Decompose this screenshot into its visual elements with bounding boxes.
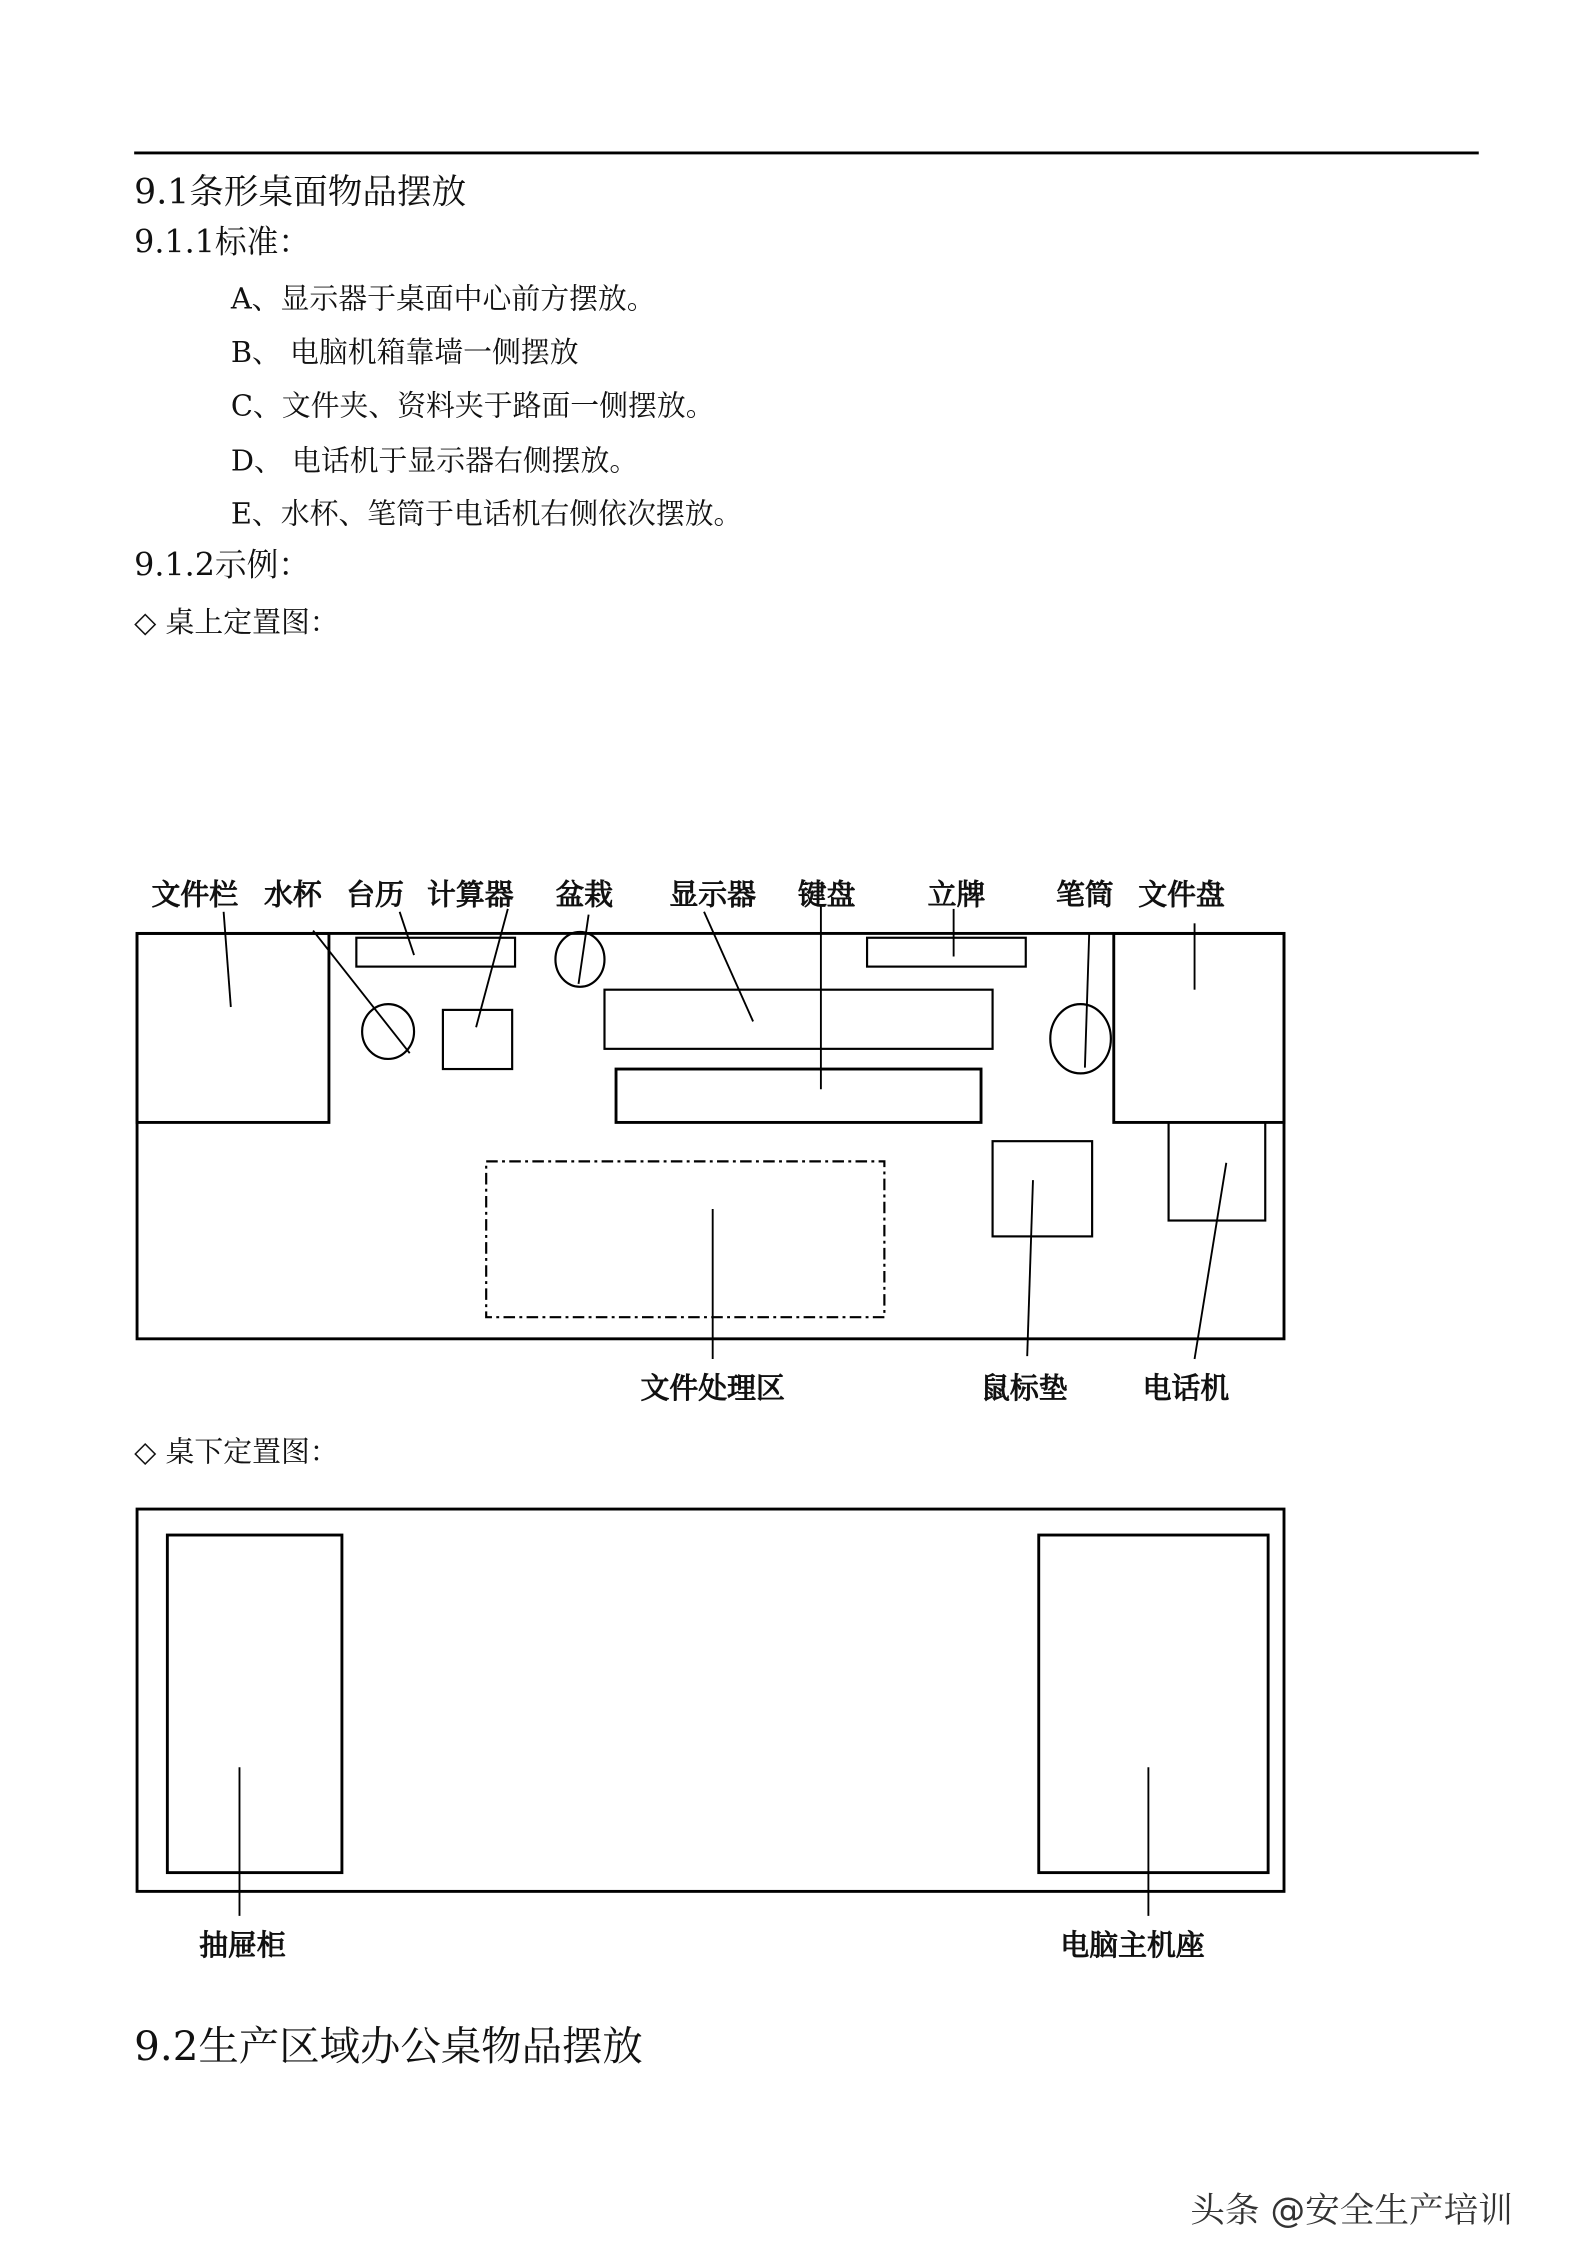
label-mouse-pad: 鼠标垫 xyxy=(981,1370,1068,1406)
bottom-diagram-title: ◇ 桌下定置图： xyxy=(134,1434,339,1469)
label-cup: 水杯 xyxy=(264,877,322,912)
label-drawer-cabinet: 抽屉柜 xyxy=(199,1927,286,1963)
keyboard-box xyxy=(616,1069,981,1122)
label-telephone: 电话机 xyxy=(1142,1370,1230,1406)
cup-circle xyxy=(362,1004,414,1059)
standard-item: E、水杯、笔筒于电话机右侧依次摆放。 xyxy=(230,496,743,531)
nameplate-box xyxy=(867,938,1026,967)
label-file-tray: 文件盘 xyxy=(1138,877,1225,912)
standard-item: C、文件夹、资料夹于路面一侧摆放。 xyxy=(230,388,715,423)
example-heading: 9.1.2示例： xyxy=(134,548,311,585)
label-pc-stand: 电脑主机座 xyxy=(1060,1927,1205,1963)
document-area-box xyxy=(486,1161,884,1317)
standard-heading: 9.1.1标准： xyxy=(134,225,311,262)
label-nameplate: 立牌 xyxy=(927,877,986,912)
desk-bottom-outline xyxy=(137,1509,1284,1891)
calendar-box xyxy=(356,938,515,967)
label-keyboard: 键盘 xyxy=(797,877,856,912)
watermark: 头条 @安全生产培训 xyxy=(1190,2190,1513,2231)
standard-item: B、 电脑机箱靠墙一侧摆放 xyxy=(230,334,579,370)
pc-stand-box xyxy=(1039,1535,1268,1873)
mouse-pad-box xyxy=(993,1141,1093,1236)
section-title: 9.1条形桌面物品摆放 xyxy=(134,171,467,213)
drawer-cabinet-box xyxy=(167,1535,342,1873)
telephone-box xyxy=(1169,1122,1266,1220)
label-calculator: 计算器 xyxy=(427,877,514,912)
label-pen-holder: 笔筒 xyxy=(1056,877,1114,912)
file-rack-box xyxy=(137,933,329,1122)
section-92-title: 9.2生产区域办公桌物品摆放 xyxy=(134,2022,643,2071)
standard-item: D、 电话机于显示器右侧摆放。 xyxy=(230,442,639,478)
leader-lines xyxy=(224,906,1227,1359)
desk-top-outline xyxy=(137,933,1284,1338)
monitor-box xyxy=(604,990,992,1049)
standard-item: A、显示器于桌面中心前方摆放。 xyxy=(230,281,656,316)
label-monitor: 显示器 xyxy=(669,877,756,912)
pen-holder-circle xyxy=(1050,1004,1111,1073)
label-calendar: 台历 xyxy=(346,877,404,912)
label-plant: 盆栽 xyxy=(555,877,614,912)
label-file-rack: 文件栏 xyxy=(151,877,239,912)
top-diagram-title: ◇ 桌上定置图： xyxy=(134,604,339,640)
file-tray-box xyxy=(1114,933,1284,1122)
label-document-area: 文件处理区 xyxy=(640,1370,785,1406)
